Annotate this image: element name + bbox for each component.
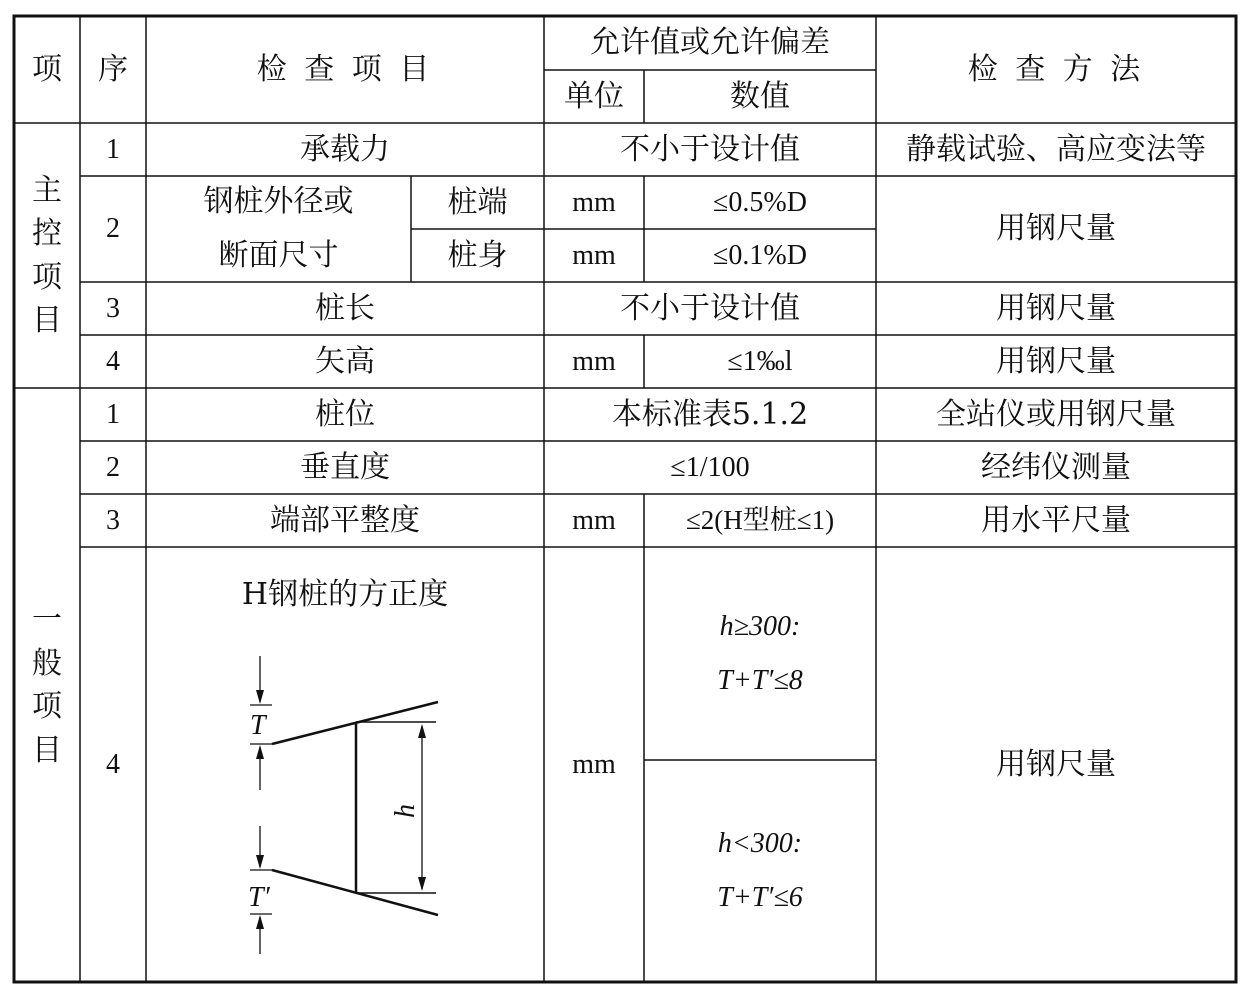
seq-main-4: 4 xyxy=(106,345,120,377)
tolerance-pile-position: 本标准表5.1.2 xyxy=(611,396,809,432)
item-bearing-capacity: 承载力 xyxy=(300,131,390,167)
item-end-flatness: 端部平整度 xyxy=(270,502,420,538)
method-pile-position: 全站仪或用钢尺量 xyxy=(936,396,1176,432)
header-category: 项 xyxy=(32,51,62,87)
item-pile-length: 桩长 xyxy=(315,290,375,326)
item-verticality: 垂直度 xyxy=(300,449,390,485)
header-unit: 单位 xyxy=(564,78,624,114)
item-camber: 矢高 xyxy=(315,343,375,379)
header-value: 数值 xyxy=(730,78,790,114)
item-h-pile-squareness: H钢桩的方正度 xyxy=(241,577,449,612)
header-check-method: 检 查 方 法 xyxy=(967,51,1145,87)
item-pile-diameter xyxy=(146,176,411,282)
method-camber: 用钢尺量 xyxy=(996,343,1116,379)
value-pile-end: ≤0.5%D xyxy=(713,186,807,218)
seq-main-1: 1 xyxy=(106,133,120,165)
seq-general-1: 1 xyxy=(106,398,120,430)
unit-pile-end: mm xyxy=(572,186,616,218)
method-h-pile-squareness: 用钢尺量 xyxy=(996,746,1116,782)
header-check-item: 检 查 项 目 xyxy=(256,51,434,87)
method-verticality: 经纬仪测量 xyxy=(981,449,1131,485)
method-pile-length: 用钢尺量 xyxy=(996,290,1116,326)
item-pile-diameter-line2: 断面尺寸 xyxy=(218,238,339,273)
limit-h-ge-300: T+T′≤8 xyxy=(717,664,803,696)
seq-main-2: 2 xyxy=(106,213,120,244)
unit-h-pile-squareness: mm xyxy=(572,748,616,780)
limit-h-lt-300: T+T′≤6 xyxy=(717,882,803,913)
value-camber: ≤1‰l xyxy=(727,345,793,377)
seq-general-3: 3 xyxy=(106,504,120,536)
category-main-control xyxy=(14,123,80,388)
value-h-lt-300 xyxy=(644,760,876,982)
unit-camber: mm xyxy=(572,345,616,377)
tolerance-pile-length: 不小于设计值 xyxy=(620,290,800,326)
method-end-flatness: 用水平尺量 xyxy=(981,502,1131,538)
tolerance-verticality: ≤1/100 xyxy=(670,451,750,483)
header-seq: 序 xyxy=(98,51,128,87)
header-tolerance: 允许值或允许偏差 xyxy=(590,25,830,60)
condition-h-lt-300: h<300: xyxy=(717,828,803,859)
seq-main-3: 3 xyxy=(106,292,120,324)
category-general-label: 一般项目 xyxy=(32,602,62,768)
unit-pile-body: mm xyxy=(572,239,616,271)
diagram-label-h: h xyxy=(390,804,421,818)
sub-pile-end: 桩端 xyxy=(447,184,508,220)
item-pile-diameter-line1: 钢桩外径或 xyxy=(203,184,354,219)
value-pile-body: ≤0.1%D xyxy=(713,239,807,271)
seq-general-2: 2 xyxy=(106,451,120,483)
category-general xyxy=(14,388,80,982)
seq-general-4: 4 xyxy=(106,748,120,780)
method-pile-diameter: 用钢尺量 xyxy=(996,211,1116,246)
value-h-ge-300 xyxy=(644,547,876,760)
sub-pile-body: 桩身 xyxy=(447,237,508,273)
diagram-label-T: T xyxy=(250,710,266,741)
unit-end-flatness: mm xyxy=(572,504,616,536)
value-end-flatness: ≤2(H型桩≤1) xyxy=(685,505,835,535)
tolerance-bearing-capacity: 不小于设计值 xyxy=(620,131,800,167)
item-pile-position: 桩位 xyxy=(315,396,375,432)
condition-h-ge-300: h≥300: xyxy=(719,610,801,642)
category-main-control-label: 主控项目 xyxy=(32,172,62,338)
diagram-label-T-prime: T′ xyxy=(248,882,270,913)
method-bearing-capacity: 静载试验、高应变法等 xyxy=(906,131,1206,167)
